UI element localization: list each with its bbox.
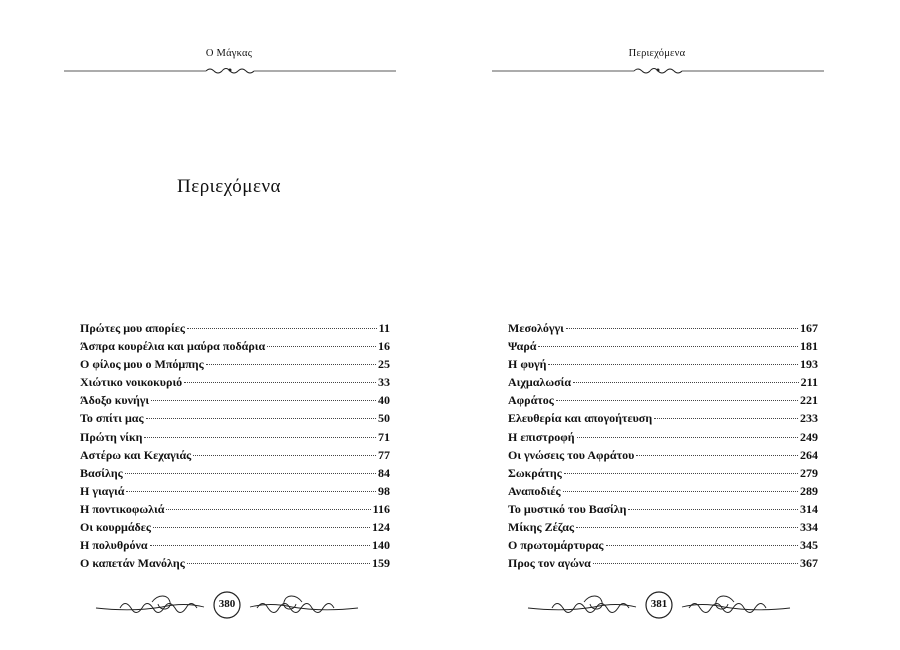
toc-entry-title: Βασίλης [80,465,123,480]
toc-entry-title: Χιώτικο νοικοκυριό [80,375,183,390]
toc-entry-title: Η πολυθρόνα [80,538,148,553]
toc-entry-title: Οι κουρμάδες [80,520,151,535]
toc-entry-title: Το σπίτι μας [80,411,144,426]
toc-entry-title: Πρώτη νίκη [80,429,143,444]
toc-entry-page: 140 [372,538,390,553]
decorative-flourish [64,64,396,78]
dot-leader [573,382,799,383]
toc-entry [508,375,818,393]
toc-entry-title: Το μυστικό του Βασίλη [508,501,627,516]
toc-entry-title: Οι γνώσεις του Αφράτου [508,447,635,462]
dot-leader [150,545,370,546]
toc-entry-page: 116 [372,501,390,516]
toc-entry-page: 181 [800,339,818,354]
toc-entry-title: Αναποδιές [508,483,561,498]
toc-entry [80,466,390,484]
page-number: 380 [218,598,236,610]
toc-entry-page: 334 [800,520,818,535]
toc-entry [80,448,390,466]
running-head: Περιεχόμενα [628,48,686,59]
toc-entry-page: 98 [378,483,390,498]
dot-leader [593,563,798,564]
dot-leader [144,437,376,438]
toc-entry [508,502,818,520]
dot-leader [166,509,370,510]
toc-entry [508,430,818,448]
toc-entry-page: 211 [800,375,818,390]
dot-leader [636,455,798,456]
toc-entry [508,448,818,466]
header-ornament-rule [492,64,824,78]
toc-list [80,321,390,574]
toc-entry-page: 25 [378,357,390,372]
toc-list [508,321,818,574]
dot-leader [151,400,376,401]
toc-entry-title: Ελευθερία και απογοήτευση [508,411,653,426]
toc-entry [508,357,818,375]
toc-entry-title: Η ποντικοφωλιά [80,501,165,516]
toc-entry-page: 233 [800,411,818,426]
toc-title: Περιεχόμενα [177,176,281,197]
toc-entry [80,556,390,574]
toc-entry [508,538,818,556]
toc-entry-page: 314 [800,501,818,516]
dot-leader [606,545,799,546]
toc-entry-page: 221 [800,393,818,408]
toc-entry [508,411,818,429]
dot-leader [187,563,370,564]
toc-entry-title: Μίκης Ζέζας [508,520,575,535]
toc-entry-page: 367 [800,556,818,571]
dot-leader [126,491,376,492]
toc-entry [80,484,390,502]
toc-entry [508,484,818,502]
toc-entry-title: Άδοξο κυνήγι [80,393,150,408]
toc-entry-page: 84 [378,465,390,480]
dot-leader [577,437,798,438]
toc-entry-page: 167 [800,321,818,335]
toc-entry-page: 71 [378,429,390,444]
toc-entry [80,321,390,339]
dot-leader [193,455,376,456]
dot-leader [187,328,377,329]
toc-entry-page: 345 [800,538,818,553]
toc-entry [508,466,818,484]
toc-entry-title: Μεσολόγγι [508,321,564,335]
toc-entry-title: Η φυγή [508,357,547,372]
toc-entry [508,339,818,357]
dot-leader [206,364,376,365]
toc-entry-title: Προς τον αγώνα [508,556,591,571]
toc-entry [80,430,390,448]
toc-entry-title: Αφράτος [508,393,554,408]
toc-entry-page: 40 [378,393,390,408]
right-page [450,0,900,650]
toc-entry [80,393,390,411]
toc-entry-page: 193 [800,357,818,372]
toc-entry-page: 77 [378,447,390,462]
toc-entry [508,321,818,339]
toc-entry-title: Η επιστροφή [508,429,575,444]
toc-entry [80,357,390,375]
toc-entry [80,411,390,429]
dot-leader [564,473,798,474]
toc-entry-title: Η γιαγιά [80,483,125,498]
dot-leader [146,418,376,419]
footer-ornament [524,590,794,624]
toc-entry [508,393,818,411]
header-ornament-rule [64,64,396,78]
dot-leader [153,527,370,528]
toc-entry-title: Σωκράτης [508,465,562,480]
toc-entry [80,520,390,538]
toc-entry [508,520,818,538]
toc-entry-title: Ο πρωτομάρτυρας [508,538,604,553]
toc-entry [80,339,390,357]
toc-entry [80,375,390,393]
toc-entry-title: Αστέρω και Κεχαγιάς [80,447,192,462]
toc-entry [80,502,390,520]
running-head: Ο Μάγκας [205,48,253,59]
dot-leader [548,364,798,365]
dot-leader [566,328,798,329]
toc-entry [80,538,390,556]
toc-entry-page: 249 [800,429,818,444]
toc-entry-title: Άσπρα κουρέλια και μαύρα ποδάρια [80,339,266,354]
toc-entry-title: Αιχμαλωσία [508,375,572,390]
dot-leader [267,346,376,347]
dot-leader [125,473,376,474]
toc-entry-page: 264 [800,447,818,462]
dot-leader [628,509,798,510]
footer-ornament [92,590,362,624]
toc-entry-title: Ο καπετάν Μανόλης [80,556,185,571]
toc-entry-page: 159 [372,556,390,571]
toc-entry-page: 279 [800,465,818,480]
dot-leader [538,346,798,347]
toc-entry-page: 50 [378,411,390,426]
dot-leader [576,527,798,528]
toc-entry-title: Ο φίλος μου ο Μπόμπης [80,357,204,372]
dot-leader [654,418,798,419]
toc-entry-page: 33 [378,375,390,390]
toc-entry-page: 289 [800,483,818,498]
toc-entry-page: 124 [372,520,390,535]
page-number: 381 [650,598,668,610]
toc-entry-title: Ψαρά [508,339,537,354]
decorative-flourish [492,64,824,78]
toc-entry [508,556,818,574]
dot-leader [556,400,798,401]
toc-entry-page: 11 [378,321,390,335]
toc-entry-title: Πρώτες μου απορίες [80,321,185,335]
dot-leader [184,382,376,383]
dot-leader [563,491,798,492]
toc-entry-page: 16 [378,339,390,354]
